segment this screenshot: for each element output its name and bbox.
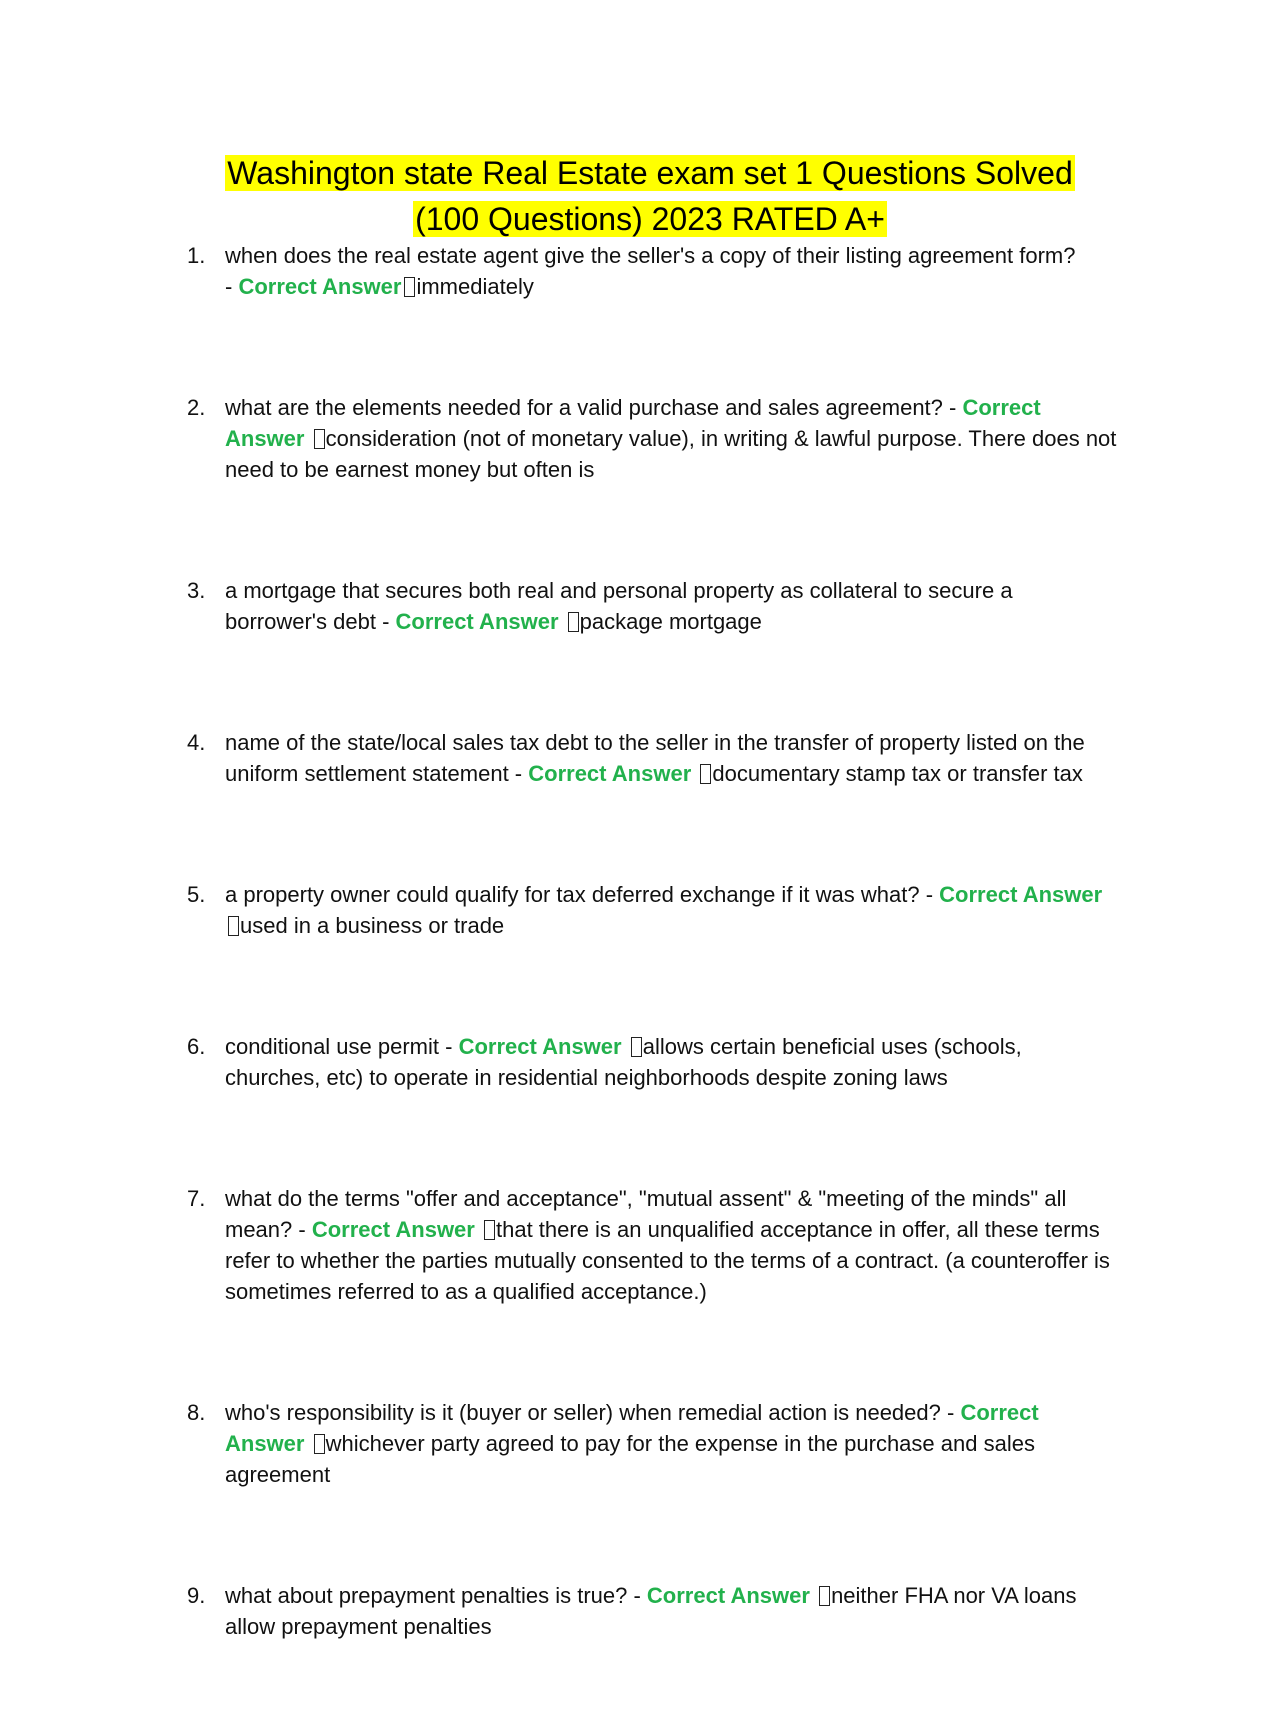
question-number: 7. — [187, 1186, 206, 1211]
answer-text: allows certain beneficial uses (schools, churches, etc) to operate in residential neighborhoods despite zoning laws — [225, 1034, 1022, 1090]
question-item — [180, 727, 1120, 789]
question-text: what do the terms "offer and acceptance", "mutual assent" & "meeting of the minds" all mean? — [225, 1186, 1067, 1242]
question-item — [180, 240, 1120, 302]
question-number: 5. — [187, 882, 206, 907]
question-number: 2. — [187, 395, 206, 420]
missing-glyph-icon — [228, 916, 239, 936]
question-text: who's responsibility is it (buyer or seller) when remedial action is needed? — [225, 1400, 941, 1425]
separator: - — [942, 395, 963, 420]
separator: - — [627, 1583, 647, 1608]
missing-glyph-icon — [819, 1586, 830, 1606]
answer-text: consideration (not of monetary value), in writing & lawful purpose. There does not need to be earnest money but often is — [225, 426, 1117, 482]
question-text: a mortgage that secures both real and personal property as collateral to secure a borrower's debt — [225, 578, 1013, 634]
answer-text: neither FHA nor VA loans allow prepayment penalties — [225, 1583, 1077, 1639]
question-text: when does the real estate agent give the seller's a copy of their listing agreement form? — [225, 243, 1076, 268]
missing-glyph-icon — [568, 612, 579, 632]
question-item — [180, 575, 1120, 637]
missing-glyph-icon — [314, 1434, 325, 1454]
separator: - — [940, 1400, 961, 1425]
question-number: 9. — [187, 1583, 206, 1608]
correct-answer-label: Correct Answer — [939, 882, 1103, 907]
question-text: conditional use permit — [225, 1034, 440, 1059]
correct-answer-label: Correct Answer — [225, 395, 1041, 451]
question-number: 1. — [187, 243, 206, 268]
question-list — [180, 240, 1120, 1732]
separator: - — [919, 882, 940, 907]
correct-answer-label: Correct Answer — [311, 1217, 475, 1242]
answer-text: documentary stamp tax or transfer tax — [712, 761, 1083, 786]
title-line-1: Washington state Real Estate exam set 1 Questions Solved — [227, 155, 1073, 191]
missing-glyph-icon — [314, 429, 325, 449]
question-item — [180, 1183, 1120, 1307]
title-line-2: (100 Questions) 2023 RATED A+ — [415, 201, 885, 237]
correct-answer-label: Correct Answer — [238, 274, 402, 299]
missing-glyph-icon — [631, 1037, 642, 1057]
question-number: 8. — [187, 1400, 206, 1425]
separator: - — [292, 1217, 312, 1242]
correct-answer-label: Correct Answer — [458, 1034, 622, 1059]
separator: - — [508, 761, 529, 786]
separator: - — [439, 1034, 459, 1059]
missing-glyph-icon — [404, 277, 415, 297]
question-item — [180, 1580, 1120, 1642]
answer-text: whichever party agreed to pay for the expense in the purchase and sales agreement — [225, 1431, 1035, 1487]
question-item — [180, 1031, 1120, 1093]
answer-text: that there is an unqualified acceptance in offer, all these terms refer to whether the parties mutually consented to the terms of a contract. (a counteroffer is sometimes referred to as a qualified acceptance.) — [225, 1217, 1110, 1304]
missing-glyph-icon — [700, 764, 711, 784]
correct-answer-label: Correct Answer — [646, 1583, 810, 1608]
question-number: 6. — [187, 1034, 206, 1059]
separator: - — [225, 274, 239, 299]
question-text: a property owner could qualify for tax deferred exchange if it was what? — [225, 882, 920, 907]
correct-answer-label: Correct Answer — [225, 1400, 1039, 1456]
separator: - — [375, 609, 396, 634]
question-text: what are the elements needed for a valid purchase and sales agreement? — [225, 395, 943, 420]
answer-text: package mortgage — [579, 609, 762, 634]
answer-text: immediately — [416, 274, 534, 299]
correct-answer-label: Correct Answer — [395, 609, 559, 634]
question-text: what about prepayment penalties is true? — [225, 1583, 628, 1608]
missing-glyph-icon — [484, 1220, 495, 1240]
question-item — [180, 1397, 1120, 1490]
question-item — [180, 879, 1120, 941]
question-text: name of the state/local sales tax debt to the seller in the transfer of property listed on the uniform settlement statement — [225, 730, 1085, 786]
question-number: 3. — [187, 578, 206, 603]
document-title — [180, 150, 1120, 242]
answer-text: used in a business or trade — [240, 913, 505, 938]
question-item — [180, 392, 1120, 485]
correct-answer-label: Correct Answer — [528, 761, 692, 786]
question-number: 4. — [187, 730, 206, 755]
